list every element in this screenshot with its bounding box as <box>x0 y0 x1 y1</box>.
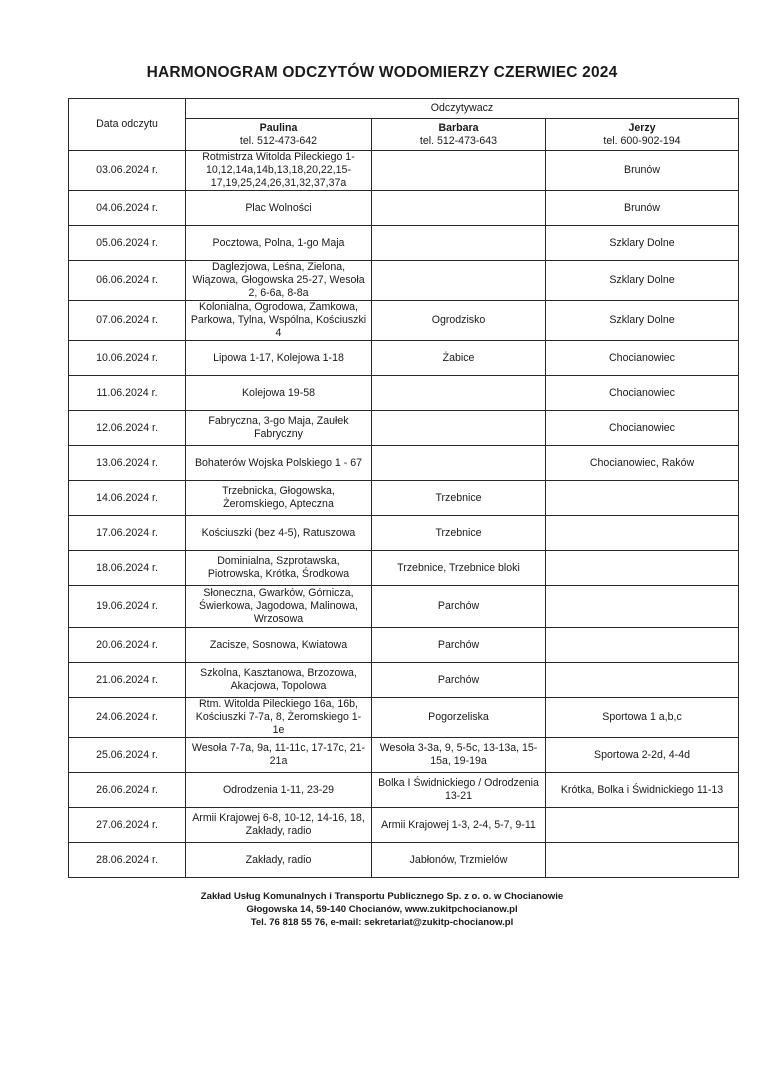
company-footer <box>0 890 764 929</box>
date-cell: 20.06.2024 r. <box>69 628 186 663</box>
barbara-cell: Armii Krajowej 1-3, 2-4, 5-7, 9-11 <box>372 808 546 843</box>
paulina-cell: Daglezjowa, Leśna, Zielona, Wiązowa, Głogowska 25-27, Wesoła 2, 6-6a, 8-8a <box>186 261 372 301</box>
table-row <box>69 738 739 773</box>
table-row <box>69 698 739 738</box>
paulina-cell: Kolonialna, Ogrodowa, Zamkowa, Parkowa, Tylna, Wspólna, Kościuszki 4 <box>186 301 372 341</box>
table-row <box>69 341 739 376</box>
jerzy-cell: Sportowa 2-2d, 4-4d <box>546 738 739 773</box>
table-row <box>69 773 739 808</box>
date-cell: 10.06.2024 r. <box>69 341 186 376</box>
jerzy-cell <box>546 516 739 551</box>
paulina-cell: Lipowa 1-17, Kolejowa 1-18 <box>186 341 372 376</box>
date-cell: 03.06.2024 r. <box>69 151 186 191</box>
date-cell: 26.06.2024 r. <box>69 773 186 808</box>
date-cell: 05.06.2024 r. <box>69 226 186 261</box>
page-title: HARMONOGRAM ODCZYTÓW WODOMIERZY CZERWIEC 2024 <box>146 64 618 81</box>
date-cell: 04.06.2024 r. <box>69 191 186 226</box>
table-row <box>69 516 739 551</box>
table-row <box>69 226 739 261</box>
reader-header-barbara <box>372 119 546 151</box>
jerzy-cell: Krótka, Bolka i Świdnickiego 11-13 <box>546 773 739 808</box>
date-cell: 06.06.2024 r. <box>69 261 186 301</box>
footer-company-name: Zakład Usług Komunalnych i Transportu Publicznego Sp. z o. o. w Chocianowie <box>200 891 564 902</box>
reader-phone: tel. 600-902-194 <box>603 134 681 147</box>
barbara-cell: Pogorzeliska <box>372 698 546 738</box>
barbara-cell <box>372 376 546 411</box>
jerzy-cell: Chocianowiec <box>546 341 739 376</box>
date-cell: 14.06.2024 r. <box>69 481 186 516</box>
schedule-body <box>69 151 739 878</box>
paulina-cell: Wesoła 7-7a, 9a, 11-11c, 17-17c, 21-21a <box>186 738 372 773</box>
barbara-cell: Jabłonów, Trzmielów <box>372 843 546 878</box>
date-cell: 13.06.2024 r. <box>69 446 186 481</box>
reader-header-jerzy <box>546 119 739 151</box>
jerzy-cell <box>546 843 739 878</box>
barbara-cell <box>372 226 546 261</box>
jerzy-cell <box>546 663 739 698</box>
reader-phone: tel. 512-473-642 <box>239 134 318 147</box>
jerzy-cell: Brunów <box>546 191 739 226</box>
paulina-cell: Odrodzenia 1-11, 23-29 <box>186 773 372 808</box>
table-row <box>69 586 739 628</box>
date-column-header: Data odczytu <box>69 99 186 151</box>
table-row <box>69 663 739 698</box>
paulina-cell: Rtm. Witolda Pileckiego 16a, 16b, Kościuszki 7-7a, 8, Żeromskiego 1-1e <box>186 698 372 738</box>
barbara-cell <box>372 446 546 481</box>
schedule-table <box>68 98 739 878</box>
reader-name: Jerzy <box>628 121 656 134</box>
table-row <box>69 151 739 191</box>
date-cell: 24.06.2024 r. <box>69 698 186 738</box>
barbara-cell: Parchów <box>372 663 546 698</box>
paulina-cell: Armii Krajowej 6-8, 10-12, 14-16, 18, Zakłady, radio <box>186 808 372 843</box>
paulina-cell: Rotmistrza Witolda Pileckiego 1-10,12,14a,14b,13,18,20,22,15-17,19,25,24,26,31,32,37,37a <box>186 151 372 191</box>
date-cell: 27.06.2024 r. <box>69 808 186 843</box>
date-cell: 07.06.2024 r. <box>69 301 186 341</box>
jerzy-cell <box>546 586 739 628</box>
jerzy-cell <box>546 628 739 663</box>
reader-header-paulina <box>186 119 372 151</box>
paulina-cell: Zakłady, radio <box>186 843 372 878</box>
barbara-cell <box>372 411 546 446</box>
jerzy-cell <box>546 808 739 843</box>
footer-address: Głogowska 14, 59-140 Chocianów, www.zukitpchocianow.pl <box>246 904 518 915</box>
date-cell: 21.06.2024 r. <box>69 663 186 698</box>
paulina-cell: Plac Wolności <box>186 191 372 226</box>
jerzy-cell: Szklary Dolne <box>546 226 739 261</box>
table-row <box>69 191 739 226</box>
table-row <box>69 481 739 516</box>
paulina-cell: Słoneczna, Gwarków, Górnicza, Świerkowa, Jagodowa, Malinowa, Wrzosowa <box>186 586 372 628</box>
paulina-cell: Bohaterów Wojska Polskiego 1 - 67 <box>186 446 372 481</box>
date-cell: 17.06.2024 r. <box>69 516 186 551</box>
table-row <box>69 843 739 878</box>
paulina-cell: Pocztowa, Polna, 1-go Maja <box>186 226 372 261</box>
barbara-cell: Trzebnice <box>372 516 546 551</box>
barbara-cell <box>372 191 546 226</box>
paulina-cell: Zacisze, Sosnowa, Kwiatowa <box>186 628 372 663</box>
paulina-cell: Kościuszki (bez 4-5), Ratuszowa <box>186 516 372 551</box>
barbara-cell: Ogrodzisko <box>372 301 546 341</box>
table-row <box>69 301 739 341</box>
jerzy-cell: Brunów <box>546 151 739 191</box>
jerzy-cell: Chocianowiec, Raków <box>546 446 739 481</box>
paulina-cell: Dominialna, Szprotawska, Piotrowska, Krótka, Środkowa <box>186 551 372 586</box>
barbara-cell: Parchów <box>372 628 546 663</box>
jerzy-cell: Szklary Dolne <box>546 301 739 341</box>
barbara-cell: Trzebnice, Trzebnice bloki <box>372 551 546 586</box>
reader-group-header: Odczytywacz <box>186 99 739 119</box>
barbara-cell <box>372 151 546 191</box>
jerzy-cell: Chocianowiec <box>546 376 739 411</box>
date-cell: 11.06.2024 r. <box>69 376 186 411</box>
paulina-cell: Szkolna, Kasztanowa, Brzozowa, Akacjowa, Topolowa <box>186 663 372 698</box>
date-cell: 18.06.2024 r. <box>69 551 186 586</box>
barbara-cell: Żabice <box>372 341 546 376</box>
jerzy-cell: Chocianowiec <box>546 411 739 446</box>
barbara-cell: Trzebnice <box>372 481 546 516</box>
barbara-cell: Parchów <box>372 586 546 628</box>
barbara-cell <box>372 261 546 301</box>
paulina-cell: Trzebnicka, Głogowska, Żeromskiego, Apteczna <box>186 481 372 516</box>
table-row <box>69 376 739 411</box>
jerzy-cell: Szklary Dolne <box>546 261 739 301</box>
table-row <box>69 551 739 586</box>
jerzy-cell: Sportowa 1 a,b,c <box>546 698 739 738</box>
jerzy-cell <box>546 481 739 516</box>
barbara-cell: Bolka I Świdnickiego / Odrodzenia 13-21 <box>372 773 546 808</box>
reader-name: Paulina <box>259 121 298 134</box>
table-row <box>69 411 739 446</box>
footer-contact: Tel. 76 818 55 76, e-mail: sekretariat@zukitp-chocianow.pl <box>250 917 514 928</box>
date-cell: 25.06.2024 r. <box>69 738 186 773</box>
header-row-group <box>69 99 739 119</box>
date-cell: 19.06.2024 r. <box>69 586 186 628</box>
paulina-cell: Kolejowa 19-58 <box>186 376 372 411</box>
table-row <box>69 261 739 301</box>
table-row <box>69 446 739 481</box>
table-row <box>69 808 739 843</box>
table-row <box>69 628 739 663</box>
date-cell: 28.06.2024 r. <box>69 843 186 878</box>
paulina-cell: Fabryczna, 3-go Maja, Zaułek Fabryczny <box>186 411 372 446</box>
date-cell: 12.06.2024 r. <box>69 411 186 446</box>
reader-name: Barbara <box>438 121 479 134</box>
barbara-cell: Wesoła 3-3a, 9, 5-5c, 13-13a, 15-15a, 19-19a <box>372 738 546 773</box>
reader-phone: tel. 512-473-643 <box>419 134 498 147</box>
jerzy-cell <box>546 551 739 586</box>
